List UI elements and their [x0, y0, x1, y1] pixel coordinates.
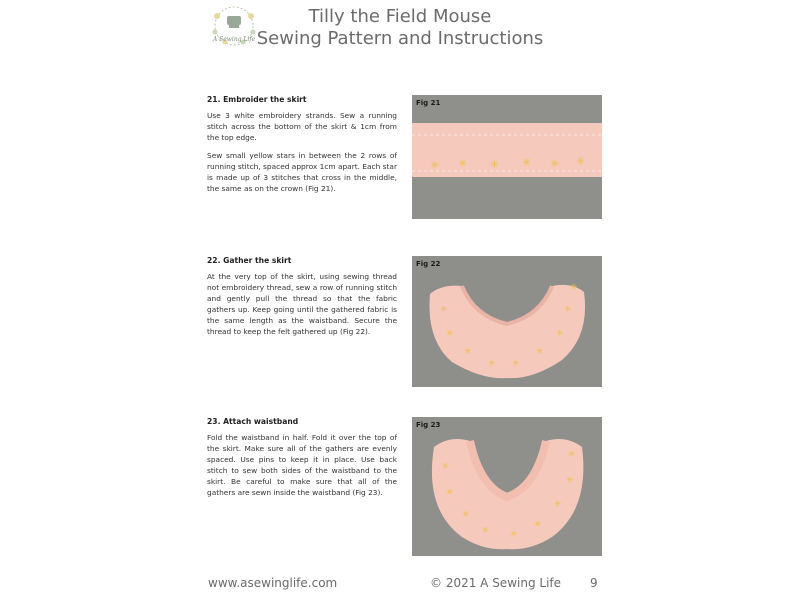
svg-text:✳: ✳: [462, 510, 470, 520]
svg-text:✳: ✳: [446, 488, 454, 498]
footer-website-link[interactable]: www.asewinglife.com: [208, 576, 338, 590]
title-line-2: Sewing Pattern and Instructions: [256, 28, 544, 49]
page-title: [250, 6, 550, 50]
svg-text:✳: ✳: [464, 347, 472, 357]
svg-text:✳: ✳: [566, 476, 574, 486]
step-paragraph: Fold the waistband in half. Fold it over the top of the skirt. Make sure all of the gathers are evenly spaced. Use pins to keep it in place. Use back stitch to sew both sides of the waistband to the skirt. Be careful to make sure that all of the gathers are sewn inside the waistband (Fig 23).: [207, 433, 397, 497]
felt-strip-photo: [412, 95, 602, 219]
svg-text:✳: ✳: [482, 526, 490, 536]
svg-text:✳: ✳: [550, 157, 560, 170]
svg-text:✳: ✳: [490, 158, 500, 171]
svg-text:✳: ✳: [536, 347, 544, 357]
figure-23: [412, 417, 602, 556]
footer-copyright: © 2021 A Sewing Life: [430, 576, 562, 590]
svg-text:✳: ✳: [568, 450, 576, 460]
step-21: [207, 95, 397, 201]
svg-text:✳: ✳: [534, 520, 542, 530]
step-heading: 21. Embroider the skirt: [207, 95, 307, 104]
figure-label: Fig 23: [416, 421, 441, 429]
svg-text:✳: ✳: [576, 155, 586, 168]
title-line-1: Tilly the Field Mouse: [308, 6, 492, 27]
logo-text: A Sewing Life: [212, 36, 256, 43]
svg-text:✳: ✳: [442, 462, 450, 472]
gathered-skirt-photo: [412, 256, 602, 387]
figure-label: Fig 21: [416, 99, 441, 107]
step-heading: 23. Attach waistband: [207, 417, 299, 426]
svg-text:✳: ✳: [510, 530, 518, 540]
svg-text:✳: ✳: [512, 359, 520, 369]
step-heading: 22. Gather the skirt: [207, 256, 292, 265]
svg-text:✳: ✳: [554, 500, 562, 510]
figure-21: [412, 95, 602, 219]
svg-text:✳: ✳: [458, 157, 468, 170]
svg-text:✳: ✳: [430, 159, 440, 172]
svg-text:✳: ✳: [488, 359, 496, 369]
step-paragraph: At the very top of the skirt, using sewing thread not embroidery thread, sew a row of running stitch and gently pull the thread so that the fabric gathers up. Keep going until the gathered fabric is the same length as the waistband. Secure the thread to keep the felt gathered up (Fig 22).: [207, 272, 397, 336]
svg-text:✳: ✳: [440, 305, 448, 315]
step-22: [207, 256, 397, 344]
figure-22: [412, 256, 602, 387]
page-number: 9: [590, 576, 598, 590]
step-paragraph: Use 3 white embroidery strands. Sew a running stitch across the bottom of the skirt & 1cm from the top edge.: [207, 111, 397, 142]
svg-text:✳: ✳: [556, 329, 564, 339]
svg-text:✳: ✳: [570, 283, 578, 293]
step-23: [207, 417, 397, 505]
svg-text:✳: ✳: [564, 305, 572, 315]
skirt-with-waistband-photo: [412, 417, 602, 556]
svg-text:✳: ✳: [522, 156, 532, 169]
figure-label: Fig 22: [416, 260, 441, 268]
step-paragraph: Sew small yellow stars in between the 2 rows of running stitch, spaced approx 1cm apart. Each star is made up of 3 stitches that cross in the middle, the same as on the crown (Fig 21).: [207, 151, 397, 193]
svg-text:✳: ✳: [446, 329, 454, 339]
